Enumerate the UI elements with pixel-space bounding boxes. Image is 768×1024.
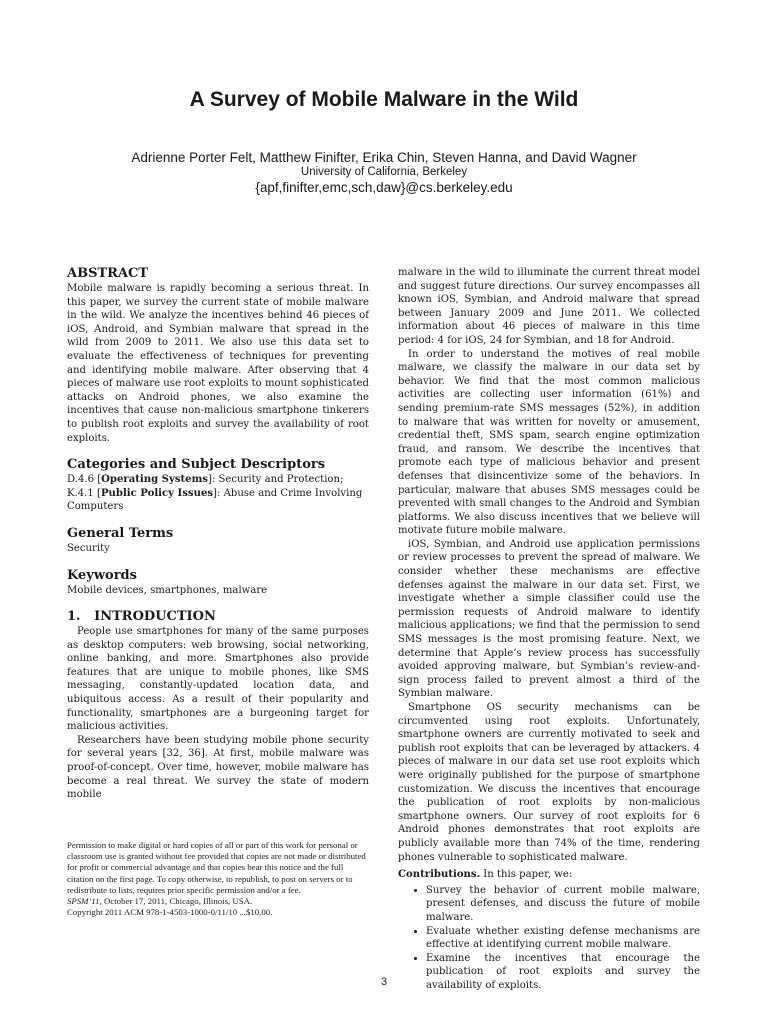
permission-text: Permission to make digital or hard copies of all or part of this work for personal or classroom use is granted without fee provided that copies are not made or distributed for profit or commercial advantage and that copies bear this notice and the full citation on the first page. To copy otherwise, to republish, to post on servers or to redistribute to lists, requires prior specific permission and/or a fee. <box>67 840 366 895</box>
intro-paragraph-5: Smartphone OS security mechanisms can be circumvented using root exploits. Unfortunately, smartphone owners are currently motivated to seek and publish root exploits that can be leveraged by attackers. 4 pieces of malware in our data set use root exploits which were originally published for the purpose of smartphone customization. We discuss the incentives that encourage the publication of root exploits by non-malicious smartphone owners. Our survey of root exploits for 6 Android phones demonstrates that root exploits are publicly available more than 74% of the time, rendering phones vulnerable to sophisticated malware. <box>398 702 700 863</box>
categories-text: D.4.6 [Operating Systems]: Security and Protection; K.4.1 [Public Policy Issues]: Abuse and Crime Involving Computers <box>67 474 363 513</box>
intro-paragraph-2: Researchers have been studying mobile phone security for several years [32, 36]. At first, mobile malware was proof-of-concept. Over time, however, mobile malware has become a real threat. We survey the state of modern mobile <box>67 734 369 801</box>
right-column <box>398 266 700 992</box>
intro-paragraph-2-continued: malware in the wild to illuminate the current threat model and suggest future directions. Our survey encompasses all known iOS, Symbian, and Android malware that spread between January 2009 and June 2011. We collected information about 46 pieces of malware in this time period: 4 for iOS, 24 for Symbian, and 18 for Android. <box>398 267 700 346</box>
abstract-text: Mobile malware is rapidly becoming a serious threat. In this paper, we survey the current state of mobile malware in the wild. We analyze the incentives behind 46 pieces of iOS, Android, and Symbian malware that spread in the wild from 2009 to 2011. We also use this data set to evaluate the effectiveness of techniques for preventing and identifying mobile malware. After observing that 4 pieces of malware use root exploits to mount sophisticated attacks on Android phones, we also examine the incentives that cause non-malicious smartphone tinkerers to publish root exploits and survey the availability of root exploits. <box>67 283 369 444</box>
general-terms-text: Security <box>67 542 110 554</box>
introduction-heading: 1. INTRODUCTION <box>67 609 216 625</box>
abstract-heading: ABSTRACT <box>67 266 149 281</box>
intro-paragraph-4: iOS, Symbian, and Android use application permissions or review processes to prevent the spread of malware. We consider whether these mechanisms are effective defenses against the malware in our data set. First, we investigate whether a simple classifier could use the permission requests of Android malware to identify malicious applications; we find that the permission to send SMS messages is the most promising feature. Next, we determine that Apple’s review process has successfully avoided approving malware, but Symbian’s review-and-sign process failed to prevent almost a third of the Symbian malware. <box>398 538 700 700</box>
venue-line: SPSM’11, October 17, 2011, Chicago, Illinois, USA. <box>67 896 253 907</box>
affiliation: University of California, Berkeley <box>300 166 468 178</box>
intro-paragraph-3: In order to understand the motives of real mobile malware, we classify the malware in our data set by behavior. We find that the most common malicious activities are collecting user information (61%) and sending premium-rate SMS messages (52%), in addition to malware that was written for novelty or amusement, credential theft, SMS spam, search engine optimization fraud, and ransom. We describe the incentives that promote each type of malicious behavior and present defenses that disincentivize some of the behaviors. In particular, malware that abuses SMS messages could be prevented with small changes to the Android and Symbian platforms. We also discuss incentives that we believe will motivate future mobile malware. <box>398 348 700 537</box>
author-emails: {apf,finifter,emc,sch,daw}@cs.berkeley.edu <box>255 180 513 195</box>
contributions-paragraph: Contributions. In this paper, we: <box>398 869 573 881</box>
contribution-item: • Evaluate whether existing defense mechanisms are effective at identifying current mobile malware. <box>426 925 700 952</box>
contribution-item: • Survey the behavior of current mobile malware, present defenses, and discuss the future of mobile malware. <box>426 884 700 925</box>
author-list: Adrienne Porter Felt, Matthew Finifter, Erika Chin, Steven Hanna, and David Wagner <box>131 150 637 165</box>
contribution-item: • Examine the incentives that encourage the publication of root exploits and survey the availability of exploits. <box>426 952 700 993</box>
permission-footnote <box>67 840 369 918</box>
keywords-heading: Keywords <box>67 567 137 583</box>
copyright-line: Copyright 2011 ACM 978-1-4503-1000-0/11/10 ...$10.00. <box>67 907 273 918</box>
intro-paragraph-1: People use smartphones for many of the same purposes as desktop computers: web browsing, social networking, online banking, and more. Smartphones also provide features that are unique to mobile phones, like SMS messaging, constantly-updated location data, and ubiquitous access. As a result of their popularity and functionality, smartphones are a burgeoning target for malicious activities. <box>67 626 369 733</box>
paper-title: A Survey of Mobile Malware in the Wild <box>189 88 579 111</box>
general-terms-heading: General Terms <box>67 525 174 541</box>
categories-heading: Categories and Subject Descriptors <box>67 457 326 473</box>
keywords-text: Mobile devices, smartphones, malware <box>67 584 268 596</box>
page-number: 3 <box>380 976 388 988</box>
left-column <box>67 266 369 802</box>
